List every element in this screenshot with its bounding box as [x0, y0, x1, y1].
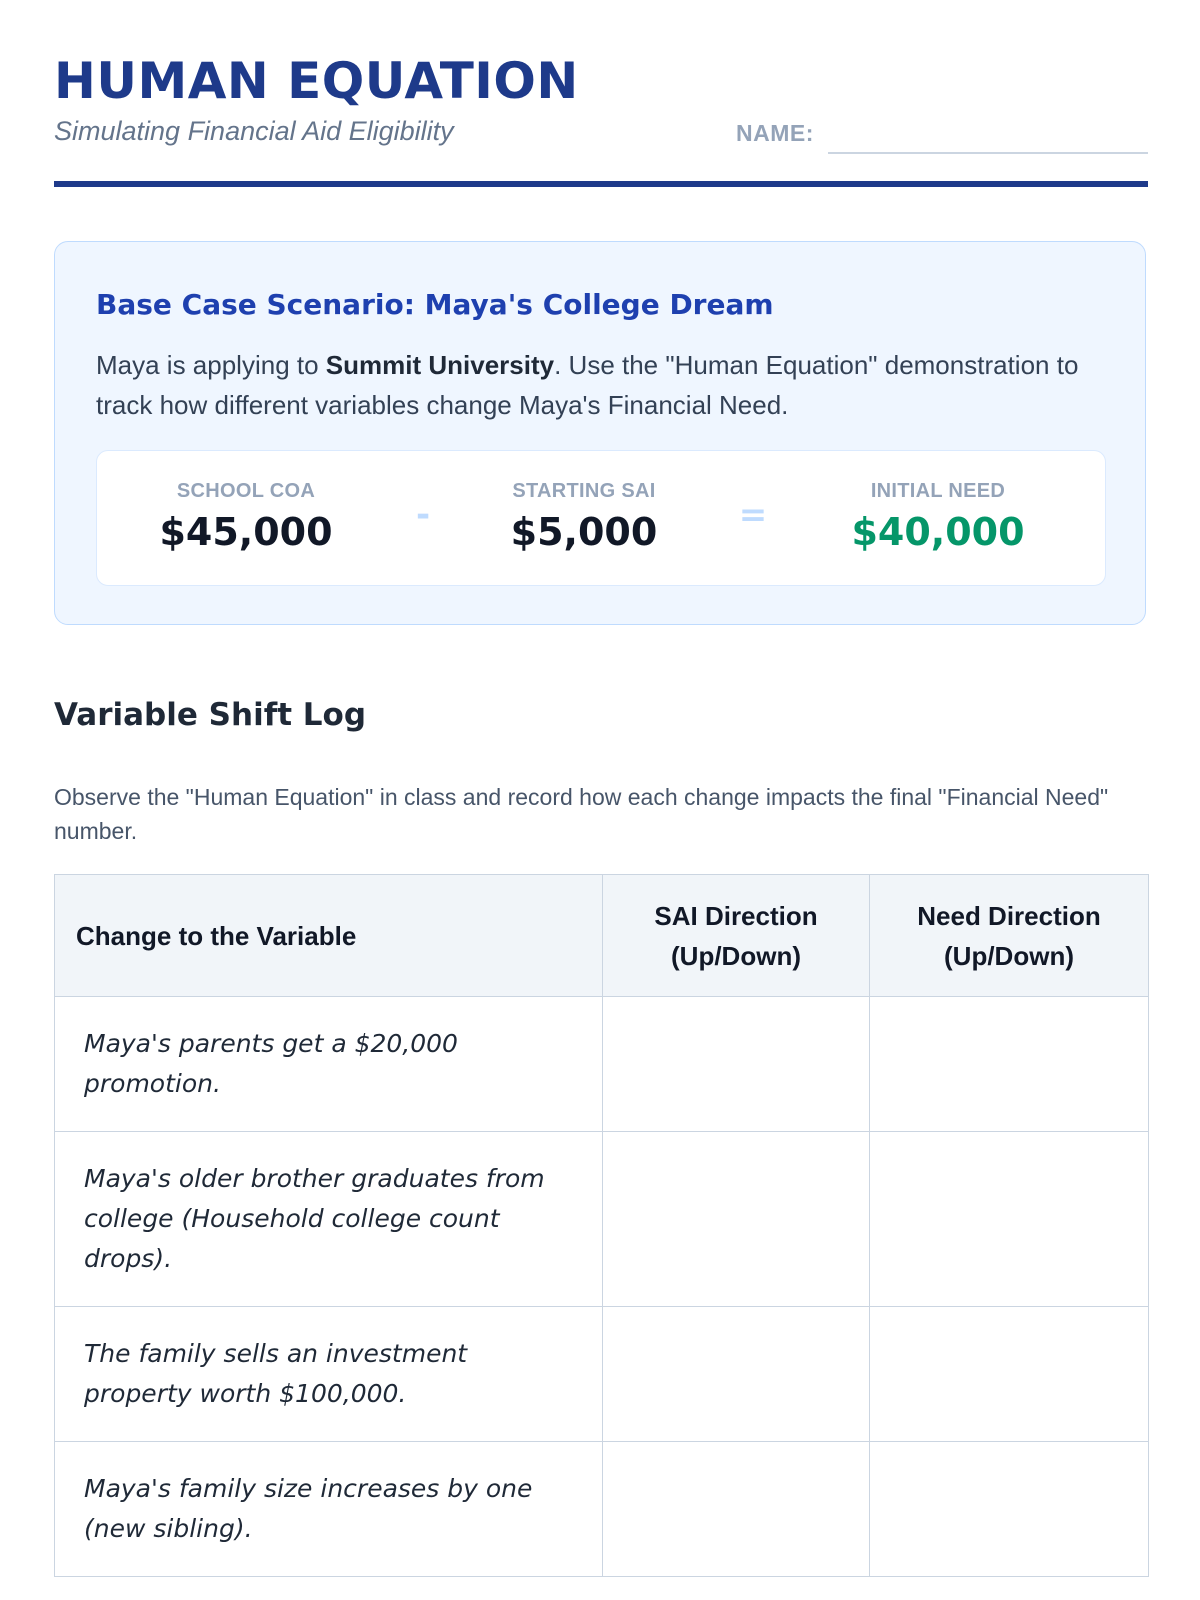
name-field-line[interactable] [828, 152, 1148, 154]
coa-value: $45,000 [159, 510, 333, 554]
need-value: $40,000 [851, 510, 1025, 554]
worksheet-header [54, 48, 1148, 188]
minus-sign: - [415, 495, 431, 535]
need-direction-cell[interactable] [870, 997, 1149, 1132]
change-cell: Maya's parents get a $20,000 promotion. [55, 997, 603, 1132]
scenario-desc-end: . Use the "Human Equation" demonstration to track how different variables change Maya's Financial Need. [96, 350, 1079, 420]
header-divider [54, 181, 1148, 187]
equation-box [96, 450, 1106, 586]
change-cell: Maya's older brother graduates from college (Household college count drops). [55, 1132, 603, 1307]
table-row [55, 1132, 1149, 1307]
table-header-row [55, 875, 1149, 997]
worksheet-page [54, 0, 1148, 1600]
scenario-description [96, 345, 1106, 425]
page-subtitle: Simulating Financial Aid Eligibility [54, 116, 454, 146]
sai-direction-cell[interactable] [603, 1442, 870, 1577]
coa-label: SCHOOL COA [176, 480, 316, 502]
equals-sign: = [738, 495, 768, 535]
table-row [55, 1442, 1149, 1577]
section-title: Variable Shift Log [54, 697, 367, 733]
sai-direction-cell[interactable] [603, 997, 870, 1132]
scenario-desc-start: Maya is applying to [96, 350, 326, 380]
header-sai-direction: SAI Direction (Up/Down) [603, 875, 870, 997]
change-cell: The family sells an investment property worth $100,000. [55, 1307, 603, 1442]
need-label: INITIAL NEED [870, 480, 1006, 502]
name-label: NAME: [736, 120, 814, 146]
sai-label: STARTING SAI [512, 480, 656, 502]
scenario-title: Base Case Scenario: Maya's College Dream [96, 288, 774, 321]
change-cell: Maya's family size increases by one (new sibling). [55, 1442, 603, 1577]
sai-value: $5,000 [510, 510, 658, 554]
need-item [808, 479, 1068, 555]
section-description: Observe the "Human Equation" in class and record how each change impacts the final "Financial Need" number. [54, 784, 1109, 844]
page-title: HUMAN EQUATION [54, 52, 579, 110]
school-name: Summit University [325, 350, 555, 380]
header-need-direction: Need Direction (Up/Down) [870, 875, 1149, 997]
table-row [55, 997, 1149, 1132]
sai-item [454, 479, 714, 555]
scenario-card [54, 241, 1146, 625]
need-direction-cell[interactable] [870, 1307, 1149, 1442]
variable-shift-table [54, 874, 1149, 1577]
coa-item [116, 479, 376, 555]
header-change: Change to the Variable [55, 875, 603, 997]
need-direction-cell[interactable] [870, 1442, 1149, 1577]
need-direction-cell[interactable] [870, 1132, 1149, 1307]
table-row [55, 1307, 1149, 1442]
sai-direction-cell[interactable] [603, 1132, 870, 1307]
sai-direction-cell[interactable] [603, 1307, 870, 1442]
